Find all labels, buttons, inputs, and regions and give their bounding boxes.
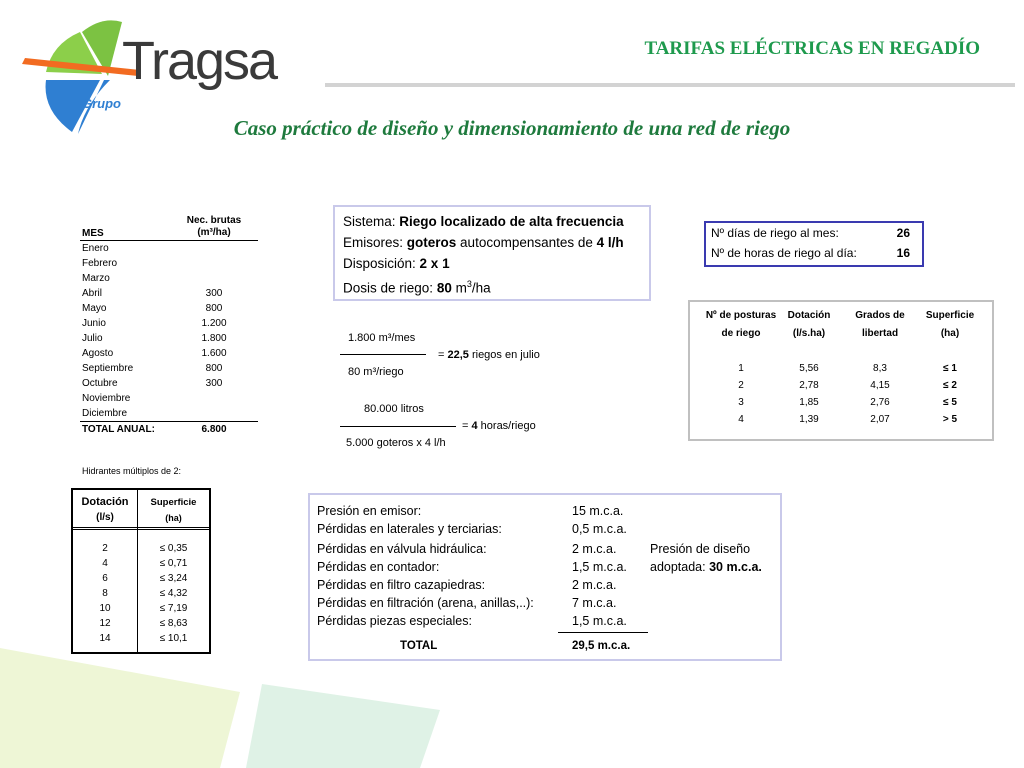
- col-postures-header: Nº de posturas: [705, 310, 777, 321]
- table-header: [80, 214, 258, 241]
- system-label: Sistema:: [343, 214, 396, 229]
- layout-line: [343, 253, 641, 274]
- pressure-value: 0,5 m.c.a.: [572, 522, 627, 536]
- month-cell: Enero: [82, 243, 109, 254]
- value-cell: 1.600: [201, 348, 227, 359]
- pressure-label: Pérdidas en laterales y terciarias:: [317, 522, 502, 536]
- col-needs-header-line2: (m³/ha): [197, 227, 231, 238]
- surface-cell: ≤ 0,71: [159, 558, 188, 569]
- col-dotation-header: Dotación: [81, 496, 129, 508]
- month-cell: Septiembre: [82, 363, 134, 374]
- system-description-box: [333, 205, 651, 301]
- value-cell: 1.200: [201, 318, 227, 329]
- emitters-desc: autocompensantes de: [456, 235, 597, 250]
- value-cell: 800: [205, 303, 223, 314]
- hydrant-caption: Hidrantes múltiplos de 2:: [82, 466, 182, 476]
- emitters-line: [343, 232, 641, 253]
- design-pressure-value-line: [650, 560, 762, 574]
- pressure-label: Pérdidas en filtración (arena, anillas,..):: [317, 596, 534, 610]
- freedom-cell: 2,76: [870, 397, 890, 408]
- system-value: Riego localizado de alta frecuencia: [399, 214, 624, 229]
- month-cell: Julio: [82, 333, 103, 344]
- days-label: Nº días de riego al mes:: [711, 226, 839, 240]
- formula2-eq-sign: =: [462, 420, 472, 432]
- dose-value: 80: [436, 280, 452, 296]
- formula2-numerator: 80.000 litros: [364, 403, 424, 415]
- dotation-cell: 5,56: [799, 363, 819, 374]
- pressure-label: Pérdidas en contador:: [317, 560, 440, 574]
- col-dotation-header-2: (l/s.ha): [792, 328, 826, 339]
- month-cell: Diciembre: [82, 408, 128, 419]
- table-row: [80, 346, 258, 361]
- table-row: [80, 256, 258, 271]
- posture-cell: 1: [738, 363, 744, 374]
- value-cell: 300: [205, 288, 223, 299]
- table-row: [80, 241, 258, 256]
- surface-cell: ≤ 0,35: [159, 543, 188, 554]
- formula1-numerator: 1.800 m³/mes: [348, 332, 416, 344]
- emitters-flow: 4 l/h: [596, 235, 624, 250]
- table-row: [80, 286, 258, 301]
- emitters-type: goteros: [406, 235, 457, 250]
- surface-cell: ≤ 10,1: [159, 633, 188, 644]
- formula2-result-value: 4: [471, 420, 478, 432]
- pressure-value: 2 m.c.a.: [572, 578, 617, 592]
- days-value: 26: [896, 226, 910, 240]
- total-separator: [558, 632, 648, 633]
- posture-cell: 2: [738, 380, 744, 391]
- formula2-bar: [340, 426, 456, 427]
- formula1-eq-sign: =: [438, 349, 448, 361]
- hours-label: Nº de horas de riego al día:: [711, 246, 857, 260]
- month-cell: Abril: [82, 288, 103, 299]
- col-surface-header: Superficie: [150, 497, 197, 508]
- total-row: [80, 421, 258, 437]
- dose-line: [343, 274, 641, 295]
- dotation-cell: 2,78: [799, 380, 819, 391]
- pressure-value: 7 m.c.a.: [572, 596, 617, 610]
- value-cell: 1.800: [201, 333, 227, 344]
- month-cell: Marzo: [82, 273, 110, 284]
- dotation-cell: 14: [99, 633, 111, 644]
- table-row: [80, 271, 258, 286]
- col-month-header: MES: [82, 228, 104, 239]
- formula2-result: [462, 420, 536, 432]
- formula1-result-unit: riegos en julio: [468, 349, 540, 361]
- pressure-label: Presión en emisor:: [317, 504, 422, 518]
- dose-label: Dosis de riego:: [343, 280, 434, 296]
- pressure-value: 1,5 m.c.a.: [572, 614, 627, 628]
- header-divider: [73, 527, 209, 530]
- layout-label: Disposición:: [343, 256, 416, 271]
- month-cell: Mayo: [82, 303, 107, 314]
- postures-table: [688, 300, 994, 441]
- total-value: 29,5 m.c.a.: [572, 640, 631, 652]
- col-needs-header-line1: Nec. brutas: [186, 215, 242, 226]
- irrigation-days-box: [704, 221, 924, 267]
- col-surface-header-2: (ha): [165, 513, 182, 523]
- dotation-cell: 6: [102, 573, 108, 584]
- col-postures-header-2: de riego: [721, 328, 761, 339]
- dotation-cell: 8: [102, 588, 108, 599]
- col-freedom-header-2: libertad: [861, 328, 899, 339]
- dose-unit-tail: /ha: [471, 280, 491, 296]
- col-dotation-header: Dotación: [787, 310, 831, 321]
- dotation-cell: 4: [102, 558, 108, 569]
- hours-value: 16: [896, 246, 910, 260]
- surface-cell: ≤ 7,19: [159, 603, 188, 614]
- freedom-cell: 8,3: [873, 363, 887, 374]
- posture-cell: 4: [738, 414, 744, 425]
- logo-sub-text: Grupo: [82, 96, 121, 111]
- month-cell: Noviembre: [82, 393, 131, 404]
- monthly-needs-table: [80, 214, 258, 437]
- pressure-label: Pérdidas en filtro cazapiedras:: [317, 578, 486, 592]
- total-label: TOTAL ANUAL:: [82, 424, 155, 435]
- formula2-result-unit: horas/riego: [477, 420, 536, 432]
- formula1-bar: [340, 354, 426, 355]
- days-row: [706, 223, 922, 243]
- month-cell: Agosto: [82, 348, 114, 359]
- formula-hours-per-irrigation: [340, 403, 570, 453]
- hydrant-table: [71, 488, 211, 654]
- system-line: [343, 211, 641, 232]
- total-label: TOTAL: [400, 640, 438, 652]
- header-divider: [325, 83, 1015, 87]
- total-value: 6.800: [201, 424, 227, 435]
- col-dotation-header-2: (l/s): [96, 512, 114, 523]
- surface-cell: ≤ 1: [943, 363, 957, 374]
- layout-value: 2 x 1: [419, 256, 450, 271]
- table-row: [80, 406, 258, 421]
- month-cell: Junio: [82, 318, 106, 329]
- dotation-cell: 12: [99, 618, 111, 629]
- pressure-value: 2 m.c.a.: [572, 542, 617, 556]
- surface-cell: ≤ 3,24: [159, 573, 188, 584]
- table-row: [80, 391, 258, 406]
- formula2-denominator: 5.000 goteros x 4 l/h: [346, 437, 446, 449]
- dotation-cell: 1,85: [799, 397, 819, 408]
- surface-cell: ≤ 2: [943, 380, 957, 391]
- col-needs-header: [178, 215, 250, 239]
- design-pressure-value: 30 m.c.a.: [709, 560, 762, 574]
- table-row: [80, 316, 258, 331]
- formula1-denominator: 80 m³/riego: [348, 366, 404, 378]
- col-surface-header-2: (ha): [940, 328, 960, 339]
- formula-irrigations-july: [340, 332, 570, 382]
- dotation-cell: 10: [99, 603, 111, 614]
- formula1-result-value: 22,5: [447, 349, 469, 361]
- col-freedom-header: Grados de: [855, 310, 905, 321]
- pressure-losses-box: [308, 493, 782, 661]
- header-title: TARIFAS ELÉCTRICAS EN REGADÍO: [644, 38, 980, 59]
- table-row: [80, 361, 258, 376]
- dotation-cell: 1,39: [799, 414, 819, 425]
- logo-brand-text: Tragsa: [122, 31, 277, 91]
- col-surface-header: Superficie: [925, 310, 975, 321]
- design-pressure-note: Presión de diseño: [650, 542, 751, 556]
- value-cell: 300: [205, 378, 223, 389]
- month-cell: Febrero: [82, 258, 118, 269]
- emitters-label: Emisores:: [343, 235, 404, 250]
- pressure-label: Pérdidas piezas especiales:: [317, 614, 472, 628]
- freedom-cell: 4,15: [870, 380, 890, 391]
- dose-unit: m: [451, 280, 467, 296]
- surface-cell: > 5: [942, 414, 958, 425]
- month-cell: Octubre: [82, 378, 118, 389]
- design-pressure-label: adoptada:: [650, 560, 710, 574]
- surface-cell: ≤ 5: [943, 397, 957, 408]
- formula1-result: [438, 349, 540, 361]
- slide-subtitle: Caso práctico de diseño y dimensionamiento de una red de riego: [233, 116, 791, 140]
- freedom-cell: 2,07: [870, 414, 890, 425]
- dotation-cell: 2: [102, 543, 108, 554]
- hours-row: [706, 243, 922, 263]
- surface-cell: ≤ 4,32: [159, 588, 188, 599]
- value-cell: 800: [205, 363, 223, 374]
- table-row: [80, 301, 258, 316]
- pressure-label: Pérdidas en válvula hidráulica:: [317, 542, 487, 556]
- table-row: [80, 376, 258, 391]
- pressure-value: 15 m.c.a.: [572, 504, 624, 518]
- dose-unit-exponent: 3: [466, 279, 472, 289]
- table-row: [80, 331, 258, 346]
- posture-cell: 3: [738, 397, 744, 408]
- pressure-value: 1,5 m.c.a.: [572, 560, 627, 574]
- surface-cell: ≤ 8,63: [159, 618, 188, 629]
